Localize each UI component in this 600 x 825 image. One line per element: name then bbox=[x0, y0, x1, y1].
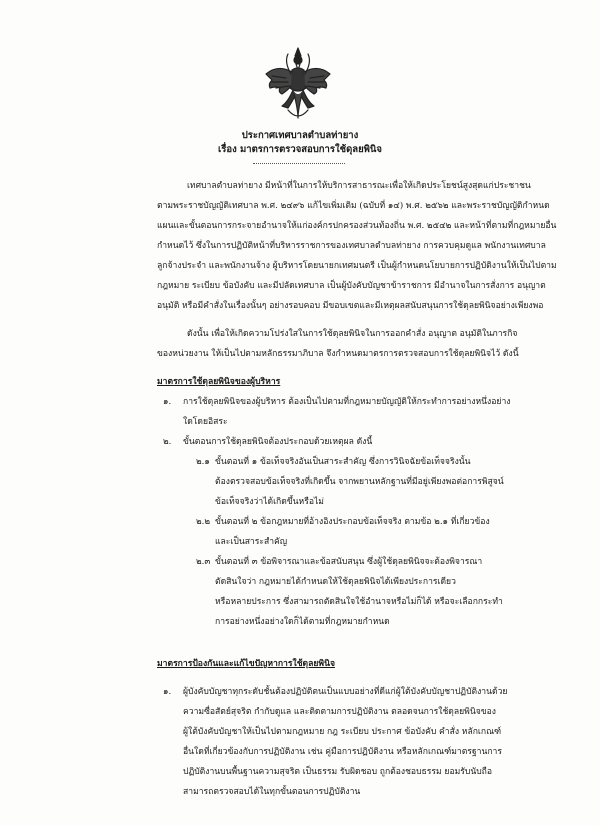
section1-item2-number: ๒. bbox=[163, 437, 172, 447]
sub-2-3-line-2: ตัดสินใจว่า กฎหมายได้กำหนดให้ใช้ดุลยพินิจได้เพียงประการเดียว bbox=[215, 577, 456, 587]
section2-heading: มาตรการป้องกันและแก้ไขปัญหาการใช้ดุลยพินิจ bbox=[157, 659, 335, 669]
intro-line-6: กฎหมาย ระเบียบ ข้อบังคับ และมีปลัดเทศบาล เป็นผู้บังคับบัญชาข้าราชการ มีอำนาจในการสั่งการ อนุญาต bbox=[157, 281, 546, 291]
intro-line-3: แผนและขั้นตอนการกระจายอำนาจให้แก่องค์กรปกครองส่วนท้องถิ่น พ.ศ. ๒๕๔๒ และหน้าที่ตามที่กฎหมายอื่น bbox=[157, 221, 557, 231]
sub-2-1-line-1: ขั้นตอนที่ ๑ ข้อเท็จจริงอันเป็นสาระสำคัญ ซึ่งการวินิจฉัยข้อเท็จจริงนั้น bbox=[215, 457, 471, 467]
sub-2-3-line-3: หรือหลายประการ ซึ่งสามารถตัดสินใจใช้อำนาจหรือไม่ก็ได้ หรือจะเลือกกระทำ bbox=[215, 597, 503, 607]
section2-item1-line-2: ความซื่อสัตย์สุจริต กำกับดูแล และติดตามการปฏิบัติงาน ตลอดจนการใช้ดุลยพินิจของ bbox=[183, 707, 496, 717]
para2-line-2: ของหน่วยงาน ให้เป็นไปตามหลักธรรมาภิบาล จึงกำหนดมาตรการตรวจสอบการใช้ดุลยพินิจไว้ ดังนี้ bbox=[157, 349, 519, 359]
intro-line-5: ลูกจ้างประจำ และพนักงานจ้าง ผู้บริหารโดยนายกเทศมนตรี เป็นผู้กำหนดนโยบายการปฏิบัติงานให้เป็นไปตาม bbox=[157, 261, 557, 271]
sub-2-3-line-1: ขั้นตอนที่ ๓ ข้อพิจารณาและข้อสนับสนุน ซึ่งผู้ใช้ดุลยพินิจจะต้องพิจารณา bbox=[215, 557, 483, 567]
sub-2-1-line-3: ข้อเท็จจริงว่าได้เกิดขึ้นหรือไม่ bbox=[215, 497, 324, 507]
sub-2-2-line-2: และเป็นสาระสำคัญ bbox=[215, 537, 288, 547]
section2-item1-number: ๑. bbox=[163, 687, 172, 697]
para2-line-1: ดังนั้น เพื่อให้เกิดความโปร่งใสในการใช้ดุลยพินิจในการออกคำสั่ง อนุญาต อนุมัติในภารกิจ bbox=[187, 329, 518, 339]
sub-2-1-line-2: ต้องตรวจสอบข้อเท็จจริงที่เกิดขึ้น จากพยานหลักฐานที่มีอยู่เพียงพอต่อการพิสูจน์ bbox=[215, 477, 504, 487]
sub-2-3-number: ๒.๓ bbox=[196, 557, 211, 567]
intro-line-7: อนุมัติ หรือมีคำสั่งในเรื่องนั้นๆ อย่างรอบคอบ มีขอบเขตและมีเหตุผลสนับสนุนการใช้ดุลยพินิจอย่างเพียงพอ bbox=[157, 301, 544, 311]
garuda-emblem-icon bbox=[258, 44, 338, 124]
sub-2-2-number: ๒.๒ bbox=[196, 517, 211, 527]
intro-line-1: เทศบาลตำบลท่ายาง มีหน้าที่ในการให้บริการสาธารณะเพื่อให้เกิดประโยชน์สูงสุดแก่ประชาชน bbox=[187, 181, 531, 191]
section2-item1-line-3: ผู้ใต้บังคับบัญชาให้เป็นไปตามกฎหมาย กฎ ระเบียบ ประกาศ ข้อบังคับ คำสั่ง หลักเกณฑ์ bbox=[183, 727, 502, 737]
announcement-subject: เรื่อง มาตรการตรวจสอบการใช้ดุลยพินิจ bbox=[218, 144, 382, 155]
section1-item2-text: ขั้นตอนการใช้ดุลยพินิจต้องประกอบด้วยเหตุผล ดังนี้ bbox=[183, 437, 373, 447]
section2-item1-line-4: อื่นใดที่เกี่ยวข้องกับการปฏิบัติงาน เช่น คู่มือการปฏิบัติงาน หรือหลักเกณฑ์มาตรฐานการ bbox=[183, 747, 502, 757]
intro-line-2: ตามพระราชบัญญัติเทศบาล พ.ศ. ๒๔๙๖ แก้ไขเพิ่มเติม (ฉบับที่ ๑๔) พ.ศ. ๒๕๖๒ และพระราชบัญญัติกำหนด bbox=[157, 201, 550, 211]
section1-item1-line-2: ใดโดยอิสระ bbox=[183, 417, 228, 427]
sub-2-2-line-1: ขั้นตอนที่ ๒ ข้อกฎหมายที่อ้างอิงประกอบข้อเท็จจริง ตามข้อ ๒.๑ ที่เกี่ยวข้อง bbox=[215, 517, 490, 527]
intro-line-4: กำหนดไว้ ซึ่งในการปฏิบัติหน้าที่บริหารราชการของเทศบาลตำบลท่ายาง การควบคุมดูแล พนักงานเทศบาล bbox=[157, 241, 546, 251]
section1-item1-line-1: การใช้ดุลยพินิจของผู้บริหาร ต้องเป็นไปตามที่กฎหมายบัญญัติให้กระทำการอย่างหนึ่งอย่าง bbox=[183, 397, 511, 407]
announcement-title: ประกาศเทศบาลตำบลท่ายาง bbox=[241, 130, 359, 141]
sub-2-3-line-4: การอย่างหนึ่งอย่างใดก็ได้ตามที่กฎหมายกำหนด bbox=[215, 617, 390, 627]
section1-heading: มาตรการใช้ดุลยพินิจของผู้บริหาร bbox=[157, 377, 281, 387]
title-divider bbox=[253, 163, 345, 164]
sub-2-1-number: ๒.๑ bbox=[196, 457, 210, 467]
section2-item1-line-5: ปฏิบัติงานบนพื้นฐานความสุจริต เป็นธรรม รับผิดชอบ ถูกต้องชอบธรรม ยอมรับนับถือ bbox=[183, 767, 493, 777]
section1-item1-number: ๑. bbox=[163, 397, 172, 407]
section2-item1-line-6: สามารถตรวจสอบได้ในทุกขั้นตอนการปฏิบัติงาน bbox=[183, 787, 361, 797]
section2-item1-line-1: ผู้บังคับบัญชาทุกระดับชั้นต้องปฏิบัติตนเป็นแบบอย่างที่ดีแก่ผู้ใต้บังคับบัญชาปฏิบัติงานด้วย bbox=[183, 687, 508, 697]
